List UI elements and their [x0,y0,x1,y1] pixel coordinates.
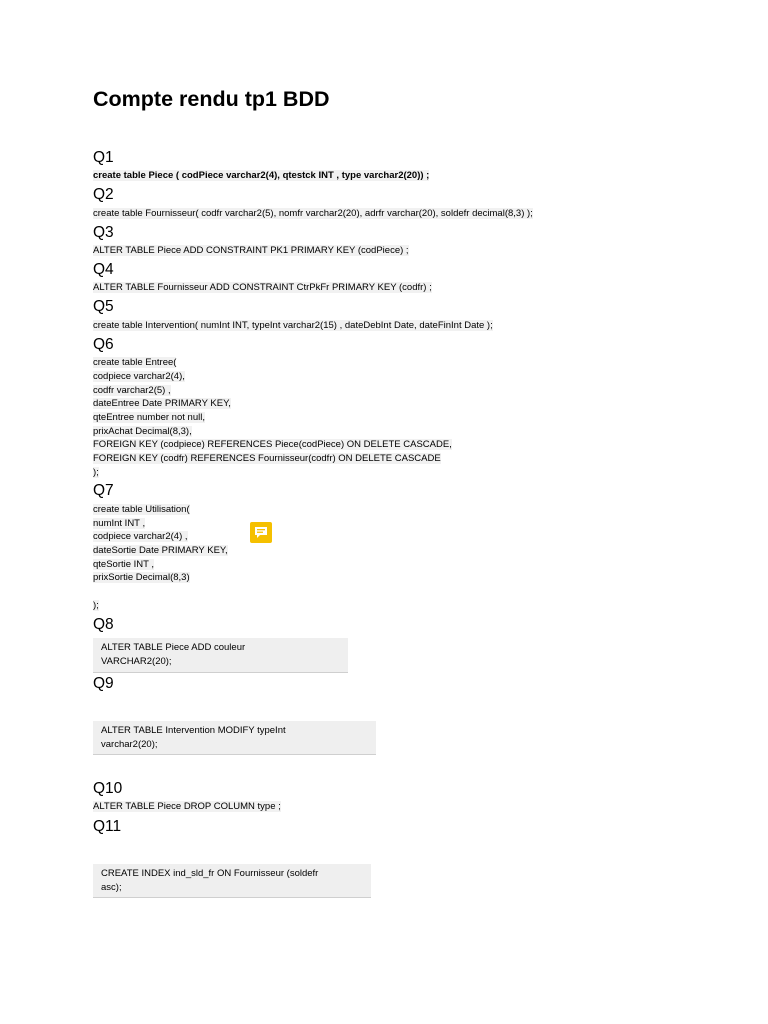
q2-sql: create table Fournisseur( codfr varchar2(5), nomfr varchar2(20), adrfr varchar(20), soldefr decimal(8,3) ); [93,208,533,219]
q10-sql: ALTER TABLE Piece DROP COLUMN type ; [93,801,281,812]
q8-code-line: ALTER TABLE Piece ADD couleur [101,642,246,653]
heading-q3: Q3 [93,224,114,241]
q6-sql-line: prixAchat Decimal(8,3), [93,426,192,437]
q7-sql-line: prixSortie Decimal(8,3) [93,572,190,583]
q5-sql: create table Intervention( numInt INT, typeInt varchar2(15) , dateDebInt Date, dateFinInt Date ); [93,320,493,331]
q3-sql: ALTER TABLE Piece ADD CONSTRAINT PK1 PRIMARY KEY (codPiece) ; [93,245,409,256]
heading-q8: Q8 [93,616,114,633]
q7-sql-line: qteSortie INT , [93,559,155,570]
q6-sql-line: FOREIGN KEY (codpiece) REFERENCES Piece(codPiece) ON DELETE CASCADE, [93,439,452,450]
q7-sql-line: numInt INT , [93,518,146,529]
q7-sql-line: ); [93,600,99,611]
heading-q7: Q7 [93,482,114,499]
q8-code-line: VARCHAR2(20); [101,656,172,667]
q7-sql-line: create table Utilisation( [93,504,190,515]
heading-q2: Q2 [93,186,114,203]
q6-sql-line: create table Entree( [93,357,177,368]
q11-code-block [93,864,371,898]
heading-q1: Q1 [93,149,114,166]
q9-code-line: ALTER TABLE Intervention MODIFY typeInt [101,725,286,736]
q6-sql-line: FOREIGN KEY (codfr) REFERENCES Fournisseur(codfr) ON DELETE CASCADE [93,453,441,464]
comment-icon[interactable] [250,522,272,543]
heading-q5: Q5 [93,298,114,315]
document-title: Compte rendu tp1 BDD [93,87,330,111]
q4-sql: ALTER TABLE Fournisseur ADD CONSTRAINT CtrPkFr PRIMARY KEY (codfr) ; [93,282,432,293]
q11-code-line: CREATE INDEX ind_sld_fr ON Fournisseur (soldefr [101,868,319,879]
heading-q11: Q11 [93,818,122,835]
q6-sql-line: qteEntree number not null, [93,412,205,423]
q6-sql-line: codfr varchar2(5) , [93,385,171,396]
heading-q6: Q6 [93,336,114,353]
q6-sql-line: codpiece varchar2(4), [93,371,185,382]
q8-code-block [93,638,348,673]
heading-q4: Q4 [93,261,114,278]
q7-sql-line: codpiece varchar2(4) , [93,531,188,542]
heading-q9: Q9 [93,675,114,692]
q1-sql: create table Piece ( codPiece varchar2(4), qtestck INT , type varchar2(20)) ; [93,170,430,181]
q6-sql-line: ); [93,467,99,478]
q9-code-line: varchar2(20); [101,739,158,750]
q7-sql-line: dateSortie Date PRIMARY KEY, [93,545,228,556]
q6-sql-line: dateEntree Date PRIMARY KEY, [93,398,231,409]
heading-q10: Q10 [93,780,123,797]
q11-code-line: asc); [101,882,122,893]
q9-code-block [93,721,376,755]
